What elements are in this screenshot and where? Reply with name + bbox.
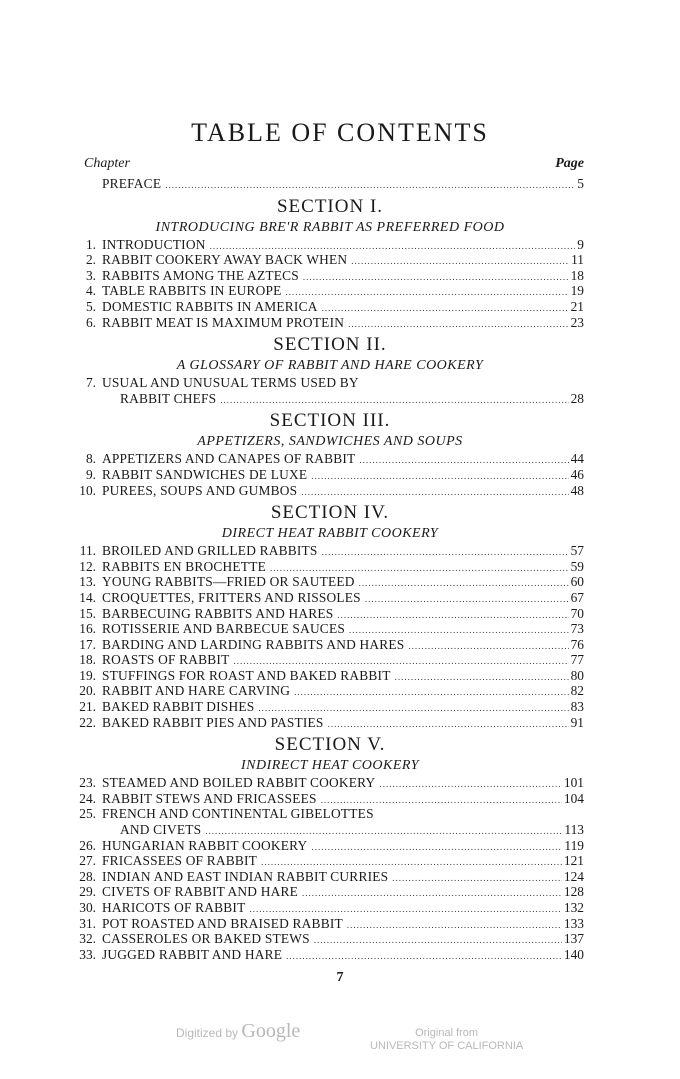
chapter-title: FRENCH AND CONTINENTAL GIBELOTTES [102,806,374,822]
chapter-title: DOMESTIC RABBITS IN AMERICA [102,298,318,314]
toc-entry[interactable] [76,806,584,822]
chapter-number: 30. [79,900,96,915]
toc-entry[interactable] [76,884,584,900]
toc-entry[interactable] [76,451,584,467]
leader-dots [311,840,562,856]
chapter-title: AND CIVETS [120,822,202,838]
chapter-title: TABLE RABBITS IN EUROPE [102,283,282,299]
page-ref: 140 [563,946,584,962]
toc-entry[interactable] [76,590,584,606]
section-subtitle: A GLOSSARY OF RABBIT AND HARE COOKERY [176,358,484,374]
section-subtitle: INDIRECT HEAT COOKERY [240,758,419,774]
watermark-line2: UNIVERSITY OF CALIFORNIA [370,1040,524,1052]
chapter-title: CIVETS OF RABBIT AND HARE [102,884,298,900]
section-subtitle: APPETIZERS, SANDWICHES AND SOUPS [197,434,463,450]
chapter-number: 18. [79,652,96,668]
page-ref: 121 [563,853,584,869]
page-ref: 82 [570,683,584,699]
chapter-title: RABBITS EN BROCHETTE [102,558,266,574]
chapter-number: 23. [79,775,96,791]
toc-entry[interactable] [76,668,584,684]
chapter-number: 7. [85,375,96,391]
chapter-title: HARICOTS OF RABBIT [102,900,246,915]
chapter-title: CROQUETTES, FRITTERS AND RISSOLES [102,589,361,605]
page-ref: 132 [563,900,584,915]
chapter-number: 10. [79,482,96,498]
chapter-title: BARBECUING RABBITS AND HARES [102,605,334,621]
chapter-number: 22. [79,714,96,730]
page-ref: 59 [570,558,584,574]
chapter-number: 27. [79,853,96,869]
page-ref: 67 [570,589,584,605]
page-ref: 60 [570,574,584,590]
leader-dots [220,393,568,409]
toc-entry[interactable] [76,683,584,699]
chapter-number: 6. [85,314,96,330]
chapter-title: STEAMED AND BOILED RABBIT COOKERY [102,775,376,791]
page-ref: 57 [570,543,584,559]
chapter-number: 9. [85,466,96,482]
section-subtitle: DIRECT HEAT RABBIT COOKERY [221,526,439,542]
chapter-column-label: Chapter [84,156,130,171]
chapter-title: BAKED RABBIT DISHES [102,699,255,715]
leader-dots [301,485,568,501]
toc-entry[interactable] [76,621,584,637]
toc-entry[interactable] [76,822,584,838]
chapter-title: POT ROASTED AND BRAISED RABBIT [102,915,343,931]
toc-entry[interactable] [76,268,584,284]
chapter-number: 13. [79,574,96,590]
toc-entry[interactable] [76,947,584,963]
leader-dots [379,777,561,793]
page-ref: 21 [570,298,584,314]
chapter-title: USUAL AND UNUSUAL TERMS USED BY [102,375,359,391]
page-ref: 104 [563,790,584,806]
page-ref: 91 [570,714,584,730]
page-ref: 46 [570,466,584,482]
chapter-title: PUREES, SOUPS AND GUMBOS [102,482,298,498]
leader-dots [365,592,569,608]
chapter-number: 20. [79,683,96,699]
chapter-number: 2. [85,252,96,268]
page-ref: 113 [564,822,584,838]
watermark-prefix: Digitized by [176,1026,239,1040]
toc-entry[interactable] [76,543,584,559]
toc-entry[interactable] [76,315,584,331]
leader-dots [359,453,568,469]
toc-entry[interactable] [76,375,584,391]
toc-entry[interactable] [76,775,584,791]
chapter-title: BROILED AND GRILLED RABBITS [102,543,318,559]
toc-entry[interactable] [76,791,584,807]
chapter-number: 3. [85,267,96,283]
page-ref: 124 [563,868,584,884]
section-heading: SECTION V. [274,734,386,756]
toc-entry[interactable] [76,283,584,299]
chapter-number: 24. [79,790,96,806]
chapter-title: INDIAN AND EAST INDIAN RABBIT CURRIES [102,868,389,884]
chapter-number: 28. [79,868,96,884]
page-ref: 11 [571,252,584,268]
page-ref: 119 [564,837,584,853]
toc-entry[interactable] [76,853,584,869]
chapter-number: 21. [79,699,96,715]
chapter-title: PREFACE [102,176,162,191]
toc-entry[interactable] [76,652,584,668]
chapter-number: 26. [79,837,96,853]
leader-dots [351,254,569,270]
page-ref: 137 [563,931,584,947]
page-number: 7 [336,970,344,985]
page-ref: 80 [570,667,584,683]
section-heading: SECTION III. [269,410,391,432]
page-ref: 128 [563,884,584,900]
toc-entry-preface[interactable] [76,176,584,192]
leader-dots [165,178,575,194]
watermark-line1: Original from [415,1027,479,1039]
page-ref: 5 [577,176,584,191]
toc-entry[interactable] [76,483,584,499]
leader-dots [311,469,568,485]
chapter-title: APPETIZERS AND CANAPES OF RABBIT [102,451,356,467]
toc-entry[interactable] [76,916,584,932]
chapter-number: 15. [79,605,96,621]
chapter-number: 31. [79,915,96,931]
leader-dots [285,285,568,301]
page-ref: 48 [570,482,584,498]
chapter-number: 32. [79,931,96,947]
leader-dots [328,717,569,733]
toc-entry[interactable] [76,252,584,268]
chapter-number: 17. [79,636,96,652]
toc-entry[interactable] [76,715,584,731]
page-ref: 19 [570,283,584,299]
toc-entry[interactable] [76,467,584,483]
leader-dots [395,670,569,686]
section-subtitle: INTRODUCING BRE'R RABBIT AS PREFERRED FOOD [155,219,505,235]
chapter-title: HUNGARIAN RABBIT COOKERY [102,837,308,853]
chapter-number: 33. [79,946,96,962]
page-column-label: Page [555,156,584,171]
chapter-title: JUGGED RABBIT AND HARE [102,946,283,962]
toc-entry[interactable] [76,838,584,854]
chapter-title: ROTISSERIE AND BARBECUE SAUCES [102,621,345,637]
page-ref: 101 [563,775,584,791]
toc-entry[interactable] [76,559,584,575]
page-ref: 44 [570,451,584,467]
section-heading: SECTION II. [273,334,387,356]
chapter-title: CASSEROLES OR BAKED STEWS [102,931,310,947]
toc-entry[interactable] [76,931,584,947]
chapter-title: INTRODUCTION [102,236,206,252]
leader-dots [337,608,568,624]
chapter-number: 29. [79,884,96,900]
chapter-number: 19. [79,667,96,683]
chapter-number: 11. [79,543,96,559]
table-of-contents [76,176,584,962]
toc-entry[interactable] [76,637,584,653]
page-ref: 28 [570,390,584,406]
toc-entry[interactable] [76,900,584,916]
chapter-number: 4. [85,283,96,299]
toc-entry[interactable] [76,391,584,407]
leader-dots [359,576,569,592]
chapter-title: RABBIT SANDWICHES DE LUXE [102,466,308,482]
chapter-number: 5. [85,298,96,314]
chapter-number: 25. [79,806,96,822]
page-ref: 83 [570,699,584,715]
leader-dots [294,685,568,701]
toc-entry[interactable] [76,299,584,315]
chapter-number: 14. [79,589,96,605]
leader-dots [303,270,569,286]
leader-dots [286,949,562,965]
chapter-number: 1. [85,236,96,252]
chapter-title: YOUNG RABBITS—FRIED OR SAUTEED [102,574,355,590]
chapter-title: ROASTS OF RABBIT [102,652,230,668]
chapter-title: RABBIT CHEFS [120,390,217,406]
toc-entry[interactable] [76,606,584,622]
toc-entry[interactable] [76,574,584,590]
page-ref: 18 [570,267,584,283]
chapter-title: RABBIT COOKERY AWAY BACK WHEN [102,252,348,268]
toc-entry[interactable] [76,869,584,885]
toc-entry[interactable] [76,237,584,253]
chapter-title: RABBIT AND HARE CARVING [102,683,291,699]
chapter-title: BARDING AND LARDING RABBITS AND HARES [102,636,405,652]
section-heading: SECTION IV. [270,502,390,524]
leader-dots [302,886,562,902]
chapter-title: RABBIT MEAT IS MAXIMUM PROTEIN [102,314,345,330]
digitized-watermark [176,1020,300,1043]
chapter-title: BAKED RABBIT PIES AND PASTIES [102,714,324,730]
page-title: TABLE OF CONTENTS [191,118,489,147]
page-ref: 77 [570,652,584,668]
page-ref: 70 [570,605,584,621]
toc-entry[interactable] [76,699,584,715]
chapter-number: 12. [79,558,96,574]
google-logo-text: Google [241,1020,301,1042]
leader-dots [408,639,568,655]
page-ref: 73 [570,621,584,637]
page-ref: 23 [570,314,584,330]
chapter-title: STUFFINGS FOR ROAST AND BAKED RABBIT [102,667,391,683]
source-watermark [370,1027,523,1053]
chapter-number: 8. [85,451,96,467]
chapter-number: 16. [79,621,96,637]
leader-dots [347,918,562,934]
leader-dots [392,871,562,887]
page-ref: 133 [563,915,584,931]
section-heading: SECTION I. [276,195,384,217]
leader-dots [314,933,562,949]
page-ref: 76 [570,636,584,652]
chapter-title: FRICASSEES OF RABBIT [102,853,258,869]
chapter-title: RABBIT STEWS AND FRICASSEES [102,790,317,806]
chapter-title: RABBITS AMONG THE AZTECS [102,267,299,283]
leader-dots [322,301,569,317]
leader-dots [322,545,569,561]
leader-dots [348,317,569,333]
page-ref: 9 [577,236,584,252]
